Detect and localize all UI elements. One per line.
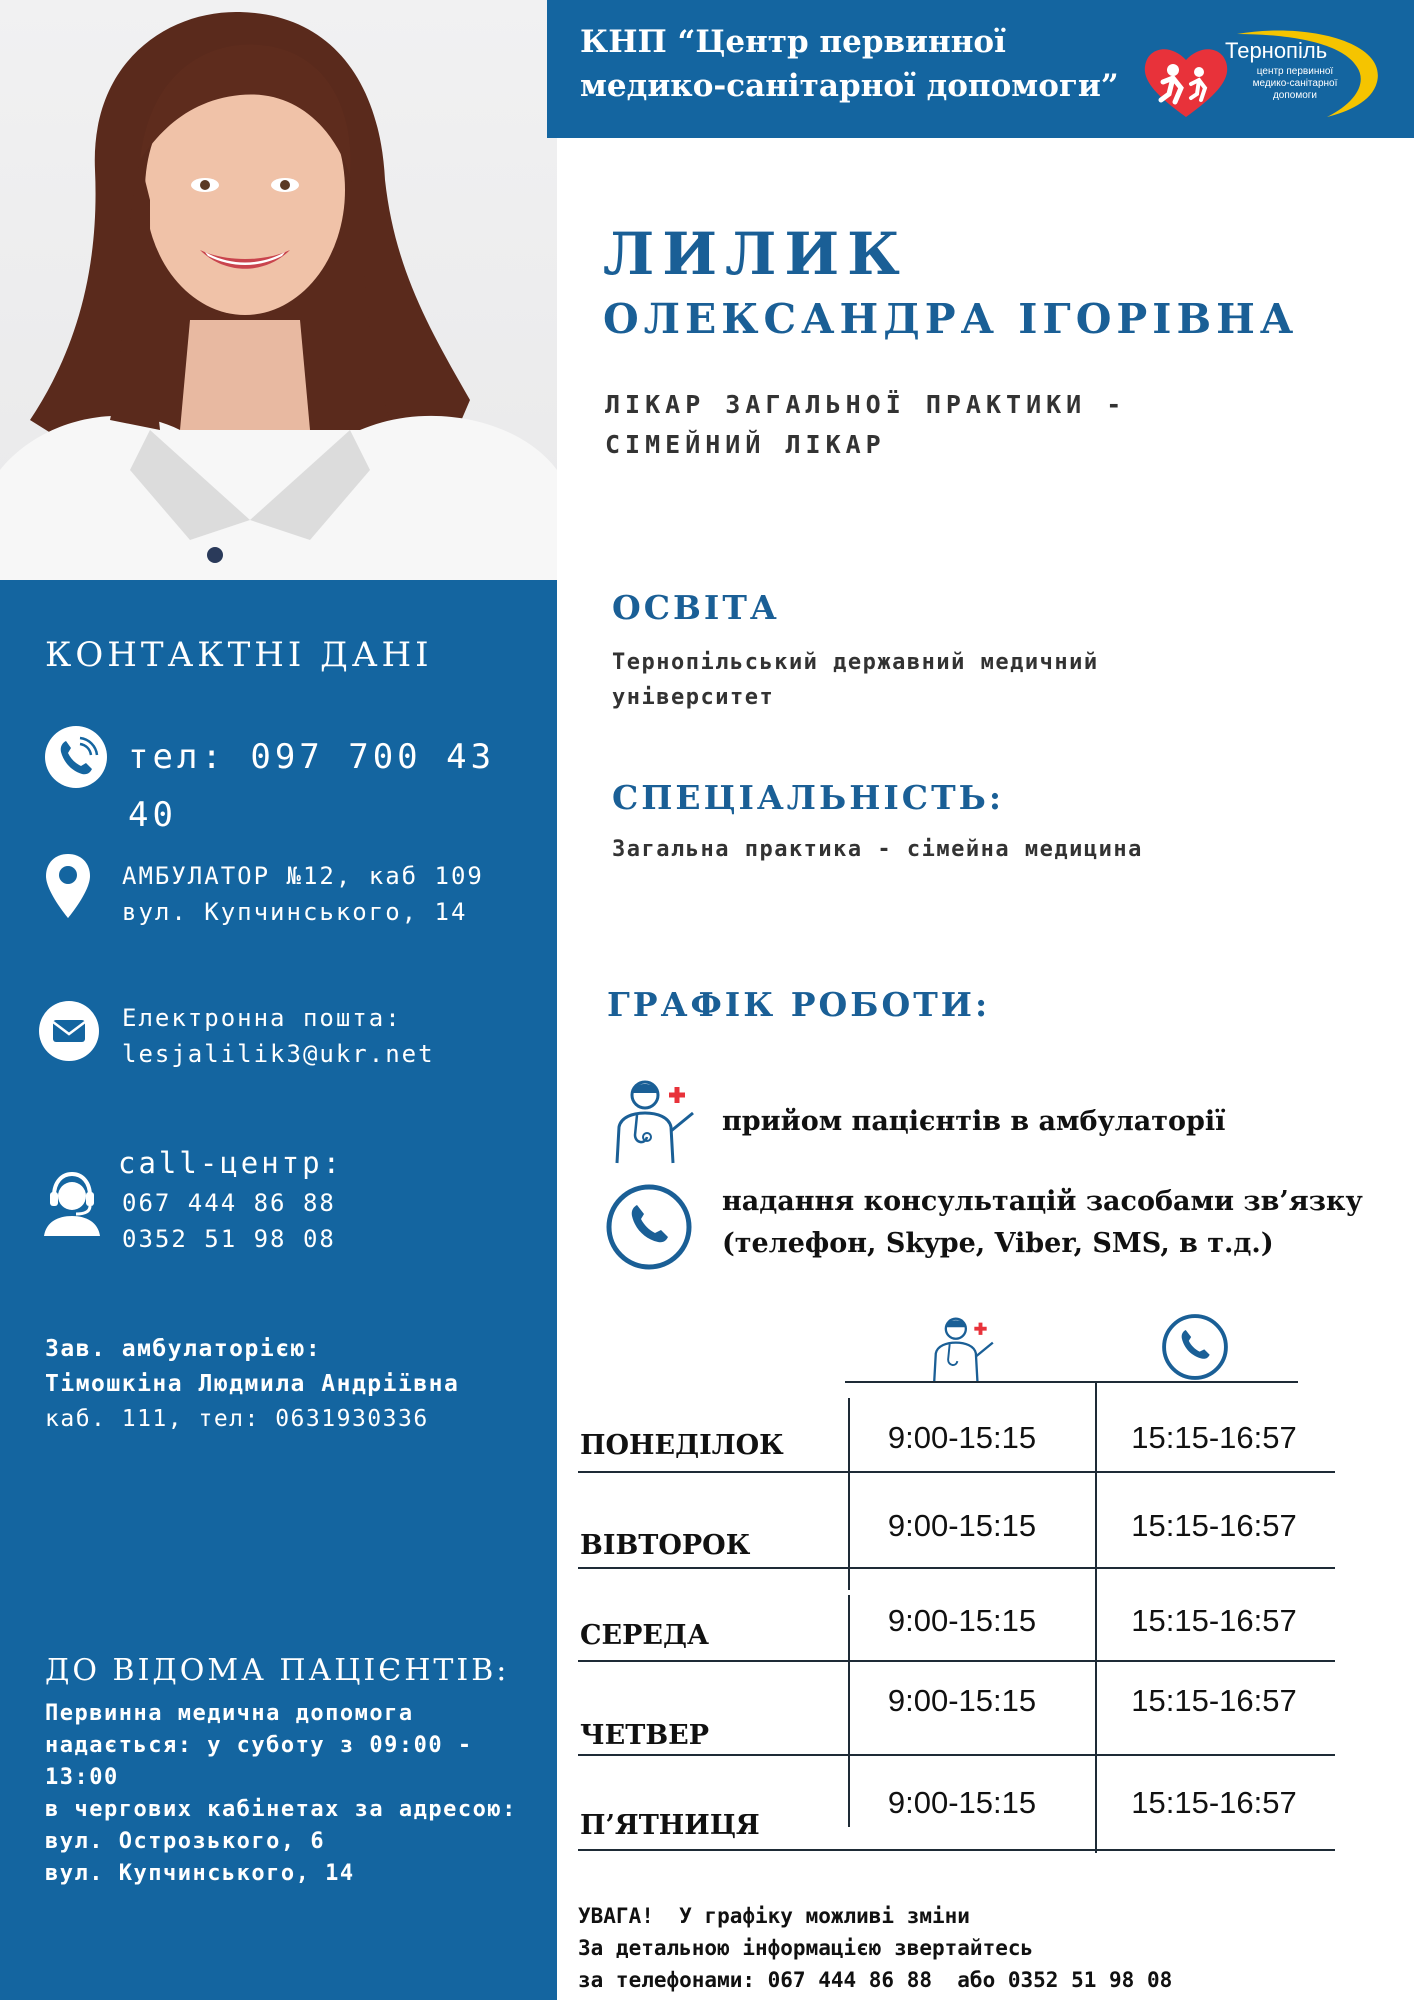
schedule-heading: ГРАФІК РОБОТИ: (607, 985, 991, 1024)
education-line2: університет (612, 685, 775, 710)
call-center-phones (122, 1185, 336, 1257)
table-row-line (578, 1660, 1335, 1662)
notice-line4: в чергових кабінетах за адресою: (45, 1797, 517, 1822)
specialty-text: Загальна практика - сімейна медицина (612, 837, 1143, 862)
table-phone-icon (1161, 1313, 1229, 1381)
patients-notice-heading: ДО ВІДОМА ПАЦІЄНТІВ: (45, 1653, 510, 1688)
notice-line5: вул. Острозького, 6 (45, 1829, 326, 1854)
table-row-line (578, 1471, 1335, 1473)
row-day: ВІВТОРОК (580, 1530, 751, 1561)
email-link[interactable]: lesjalilik3@ukr.net (122, 1040, 435, 1068)
head-of-clinic (45, 1332, 459, 1437)
specialty-heading: СПЕЦІАЛЬНІСТЬ: (612, 778, 1005, 817)
row-in-person: 9:00-15:15 (887, 1683, 1037, 1718)
legend-remote-line1: надання консультацій засобами зв’язку (722, 1186, 1363, 1217)
phone-icon (44, 725, 108, 789)
phone-circle-icon (605, 1183, 693, 1271)
logo-sub-line3: допомоги (1272, 90, 1318, 101)
row-remote: 15:15-16:57 (1131, 1785, 1297, 1820)
row-remote: 15:15-16:57 (1131, 1508, 1297, 1543)
head-of-clinic-label: Зав. амбулаторією: (45, 1336, 322, 1362)
table-vline-middle (1095, 1383, 1097, 1853)
org-name-line2: медико-санітарної допомоги” (580, 68, 1119, 104)
education-heading: ОСВІТА (612, 588, 780, 627)
notice-line3: 13:00 (45, 1765, 119, 1790)
table-header-line (845, 1381, 1298, 1383)
table-row-line (578, 1754, 1335, 1756)
logo-sub-line2: медико-санітарної (1252, 78, 1338, 89)
row-remote: 15:15-16:57 (1131, 1603, 1297, 1638)
row-in-person: 9:00-15:15 (887, 1508, 1037, 1543)
contacts-heading: КОНТАКТНІ ДАНІ (45, 635, 433, 675)
table-row-line (578, 1849, 1335, 1851)
doctor-photo (0, 0, 557, 580)
doctor-given-names: ОЛЕКСАНДРА ІГОРІВНА (603, 295, 1299, 343)
call-center-phone2[interactable]: 0352 51 98 08 (122, 1225, 336, 1253)
address-line2: вул. Купчинського, 14 (122, 898, 468, 926)
table-doctor-icon (925, 1313, 999, 1383)
legend-remote-line2: (телефон, Skype, Viber, SMS, в т.д.) (722, 1228, 1274, 1259)
schedule-change-notice (578, 1900, 1172, 1996)
row-in-person: 9:00-15:15 (887, 1785, 1037, 1820)
doctor-position (605, 385, 1126, 465)
table-vline-left-upper (848, 1398, 850, 1590)
notice-line1: Первинна медична допомога (45, 1701, 414, 1726)
call-center-label: call-центр: (118, 1146, 344, 1180)
header-bar (547, 0, 1414, 138)
row-day: ЧЕТВЕР (580, 1720, 710, 1751)
address-line1: АМБУЛАТОР №12, каб 109 (122, 862, 484, 890)
position-line2: СІМЕЙНИЙ ЛІКАР (605, 430, 886, 459)
table-vline-left-lower (848, 1595, 850, 1827)
patients-notice-text (45, 1698, 517, 1890)
row-day: СЕРЕДА (580, 1620, 709, 1651)
row-day: П’ЯТНИЦЯ (580, 1810, 760, 1841)
row-remote: 15:15-16:57 (1131, 1420, 1297, 1455)
position-line1: ЛІКАР ЗАГАЛЬНОЇ ПРАКТИКИ - (605, 390, 1127, 419)
legend-in-person: прийом пацієнтів в амбулаторії (722, 1106, 1226, 1137)
email-label: Електронна пошта: (122, 1004, 402, 1032)
doctor-surname: ЛИЛИК (603, 220, 908, 288)
notice-line6: вул. Купчинського, 14 (45, 1861, 355, 1886)
notice-line2: надається: у суботу з 09:00 - (45, 1733, 473, 1758)
education-text (612, 645, 1099, 715)
logo-city-name: Тернопіль (1225, 38, 1328, 63)
contact-phone[interactable]: тел: 097 700 43 40 (128, 737, 496, 835)
call-center-phone1[interactable]: 067 444 86 88 (122, 1189, 336, 1217)
row-day: ПОНЕДІЛОК (580, 1430, 784, 1461)
contact-address (122, 858, 484, 930)
table-row-line (578, 1567, 1335, 1569)
row-in-person: 9:00-15:15 (887, 1420, 1037, 1455)
notice-phones: за телефонами: 067 444 86 88 або 0352 51 98 08 (578, 1968, 1173, 1992)
headset-operator-icon (40, 1170, 104, 1236)
logo-subtitle (1225, 66, 1365, 102)
contact-email (122, 1000, 435, 1072)
education-line1: Тернопільський державний медичний (612, 650, 1099, 675)
contacts-sidebar (0, 580, 557, 2000)
envelope-icon (38, 1000, 100, 1062)
notice-warning: УВАГА! У графіку можливі зміни (578, 1904, 970, 1928)
head-of-clinic-name: Тімошкіна Людмила Андріївна (45, 1371, 460, 1397)
row-remote: 15:15-16:57 (1131, 1683, 1297, 1718)
row-in-person: 9:00-15:15 (887, 1603, 1037, 1638)
doctor-portrait-illustration (0, 0, 557, 580)
org-name-line1: КНП “Центр первинної (580, 24, 1006, 60)
logo-sub-line1: центр первинної (1256, 66, 1334, 77)
legend-remote (722, 1181, 1363, 1265)
head-of-clinic-details: каб. 111, тел: 0631930336 (45, 1406, 429, 1432)
doctor-icon (605, 1075, 701, 1165)
location-pin-icon (44, 852, 92, 920)
notice-info: За детальною інформацією звертайтесь (578, 1936, 1034, 1960)
organization-name (580, 20, 1140, 108)
